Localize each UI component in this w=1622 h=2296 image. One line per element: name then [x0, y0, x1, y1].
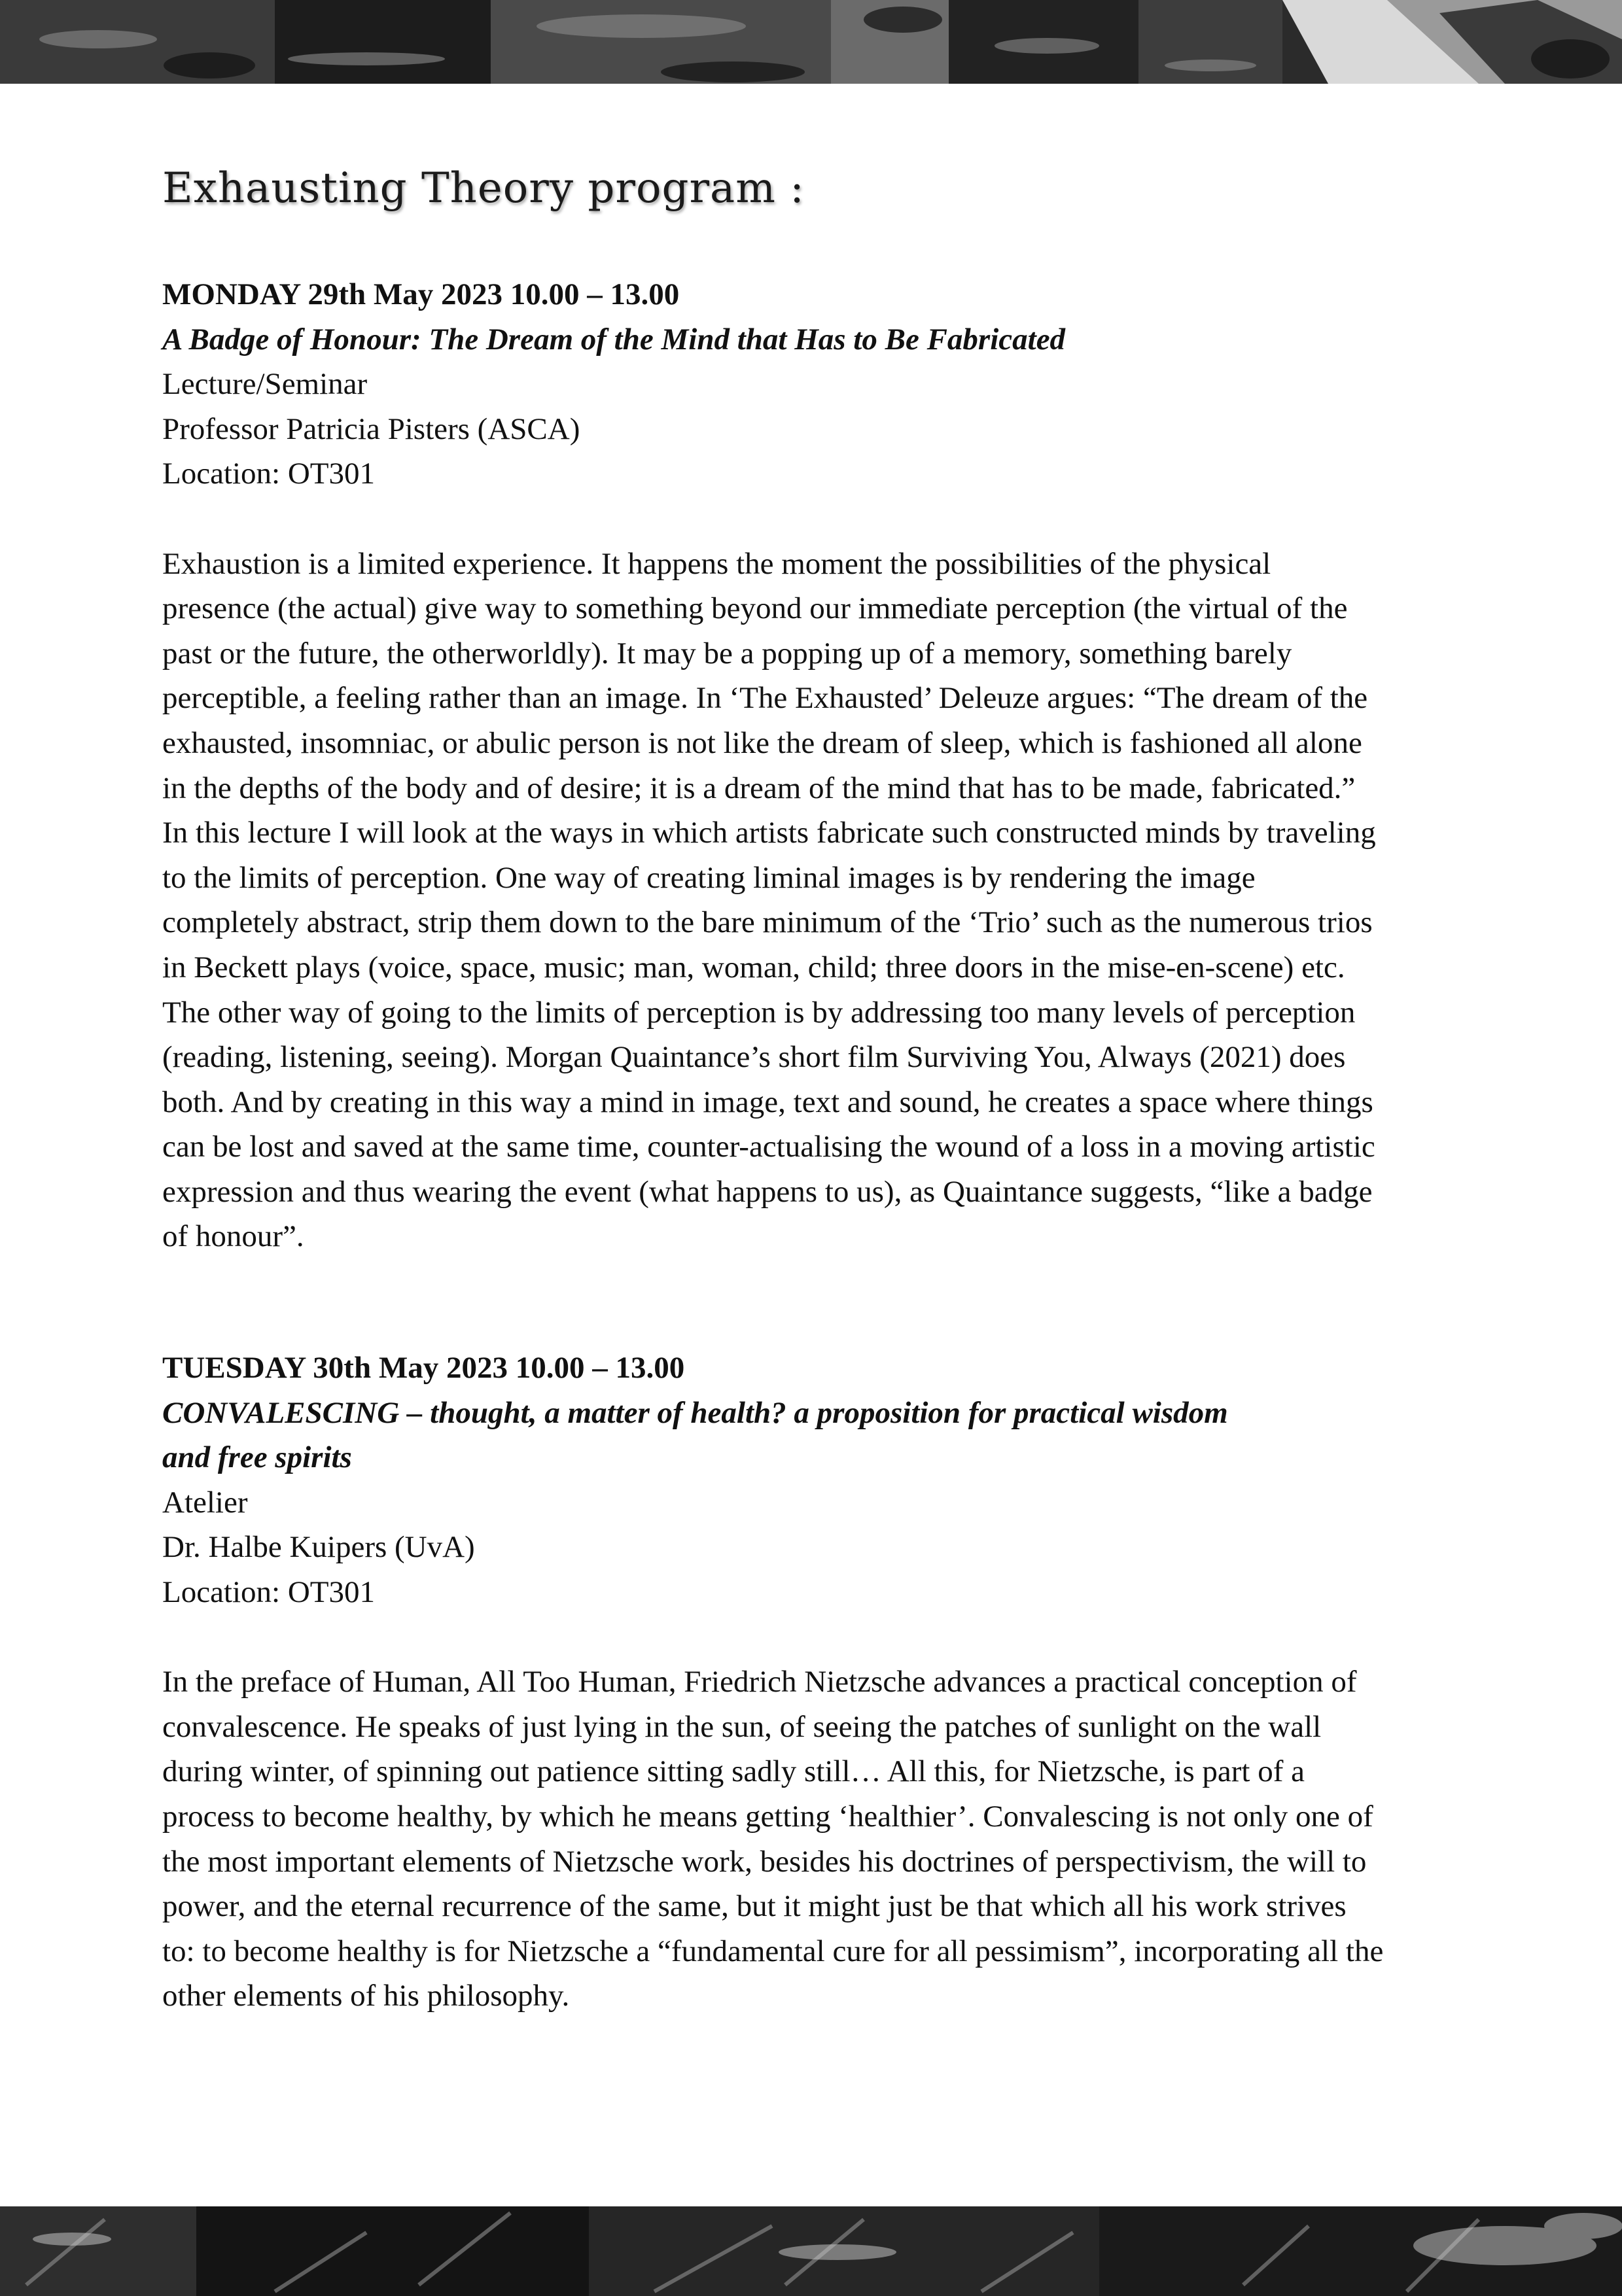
session-speaker: Professor Patricia Pisters (ASCA) — [162, 411, 580, 446]
session-title: A Badge of Honour: The Dream of the Mind that Has to Be Fabricated — [162, 322, 1066, 357]
footer-image-band — [0, 2206, 1622, 2296]
page-title: Exhausting Theory program : — [162, 164, 805, 213]
session-title: CONVALESCING – thought, a matter of health? a proposition for practical wisdom and free spirits — [162, 1395, 1228, 1475]
session-location: Location: OT301 — [162, 457, 376, 491]
session-date: MONDAY 29th May 2023 10.00 – 13.00 — [162, 277, 680, 311]
header-texture-image — [0, 0, 1622, 84]
session-description: In the preface of Human, All Too Human, Friedrich Nietzsche advances a practical conception of convalescence. He speaks of just lying in the sun, of seeing the patches of sunlight on the wall during winter, of spinning out patience sitting sadly still… All this, for Nietzsche, is part of a process to become healthy, by which he means getting ‘healthier’. Convalescing is not only one of the most important elements of Nietzsche work, besides his doctrines of perspectivism, the will to power, and the eternal recurrence of the same, but it might just be that which all his work strives to: to become healthy is for Nietzsche a “fundamental cure for all pessimism”, incorporating all the other elements of his philosophy. — [162, 1665, 1384, 2013]
session-monday — [162, 272, 1471, 1259]
footer-texture-image — [0, 2206, 1622, 2296]
session-location: Location: OT301 — [162, 1575, 376, 1610]
session-format: Lecture/Seminar — [162, 367, 368, 402]
session-description: Exhaustion is a limited experience. It happens the moment the possibilities of the physical presence (the actual) give way to something beyond our immediate perception (the virtual of the past or the future, the otherworldly). It may be a popping up of a memory, something barely perceptible, a feeling rather than an image. In ‘The Exhausted’ Deleuze argues: “The dream of the exhausted, insomniac, or abulic person is not like the dream of sleep, which is fashioned all alone in the depths of the body and of desire; it is a dream of the mind that has to be made, fabricated.” In this lecture I will look at the ways in which artists fabricate such constructed minds by traveling to the limits of perception. One way of creating liminal images is by rendering the image completely abstract, strip them down to the bare minimum of the ‘Trio’ such as the numerous trios in Beckett plays (voice, space, music; man, woman, child; three doors in the mise-en-scene) etc. The other way of going to the limits of perception is by addressing too many levels of perception (reading, listening, seeing). Morgan Quaintance’s short film Surviving You, Always (2021) does both. And by creating in this way a mind in image, text and sound, he creates a space where things can be lost and saved at the same time, counter-actualising the wound of a loss in a moving artistic expression and thus wearing the event (what happens to us), as Quaintance suggests, “like a badge of honour”. — [162, 546, 1376, 1254]
session-speaker: Dr. Halbe Kuipers (UvA) — [162, 1530, 475, 1565]
session-date: TUESDAY 30th May 2023 10.00 – 13.00 — [162, 1351, 685, 1385]
session-format: Atelier — [162, 1485, 248, 1520]
document-body — [162, 156, 1471, 2019]
header-image-band — [0, 0, 1622, 84]
session-tuesday — [162, 1346, 1471, 2019]
